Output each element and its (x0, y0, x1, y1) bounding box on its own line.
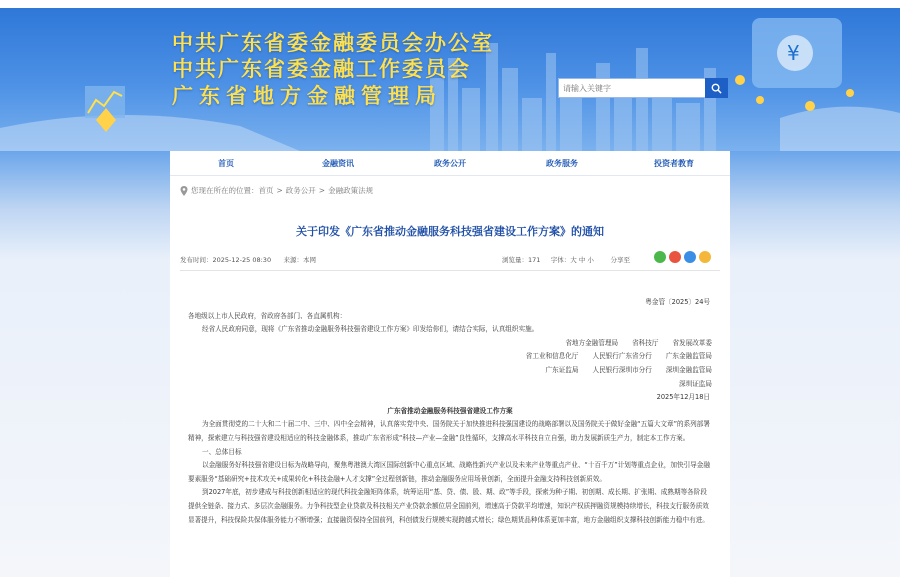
signer: 广东证监局 (545, 365, 579, 374)
signer: 广东金融监管局 (665, 352, 712, 361)
wechat-share-icon[interactable] (654, 251, 666, 263)
signer: 深圳金融监管局 (665, 365, 712, 374)
nav-government-affairs[interactable]: 政务公开 (434, 158, 466, 168)
signer-row (188, 378, 712, 392)
plan-title: 广东省推动金融服务科技强省建设工作方案 (387, 406, 513, 415)
view-count: 浏览量：171 (502, 256, 541, 264)
addressee: 各地级以上市人民政府，省政府各部门、各直属机构： (188, 311, 347, 320)
nav-investor-education[interactable]: 投资者教育 (654, 158, 694, 168)
document-number: 粤金管〔2025〕24号 (645, 298, 710, 306)
share-buttons (654, 251, 711, 263)
header-banner (0, 8, 900, 151)
signer: 人民银行深圳市分行 (592, 365, 652, 374)
nav-home[interactable]: 首页 (218, 158, 234, 168)
meta-divider (180, 270, 720, 271)
article-meta (180, 255, 316, 264)
search-icon (711, 83, 722, 94)
signer-row (188, 337, 712, 351)
article-tools (502, 255, 630, 264)
font-size-control[interactable]: 字体：大 中 小 (550, 256, 594, 264)
search-button[interactable] (705, 78, 728, 98)
favorite-star-icon[interactable] (699, 251, 711, 263)
breadcrumb-government-affairs[interactable]: 政务公开 (285, 186, 316, 195)
header-title-line-3: 广东省地方金融管理局 (172, 84, 442, 108)
body-paragraph: 为全面贯彻党的二十大和二十届二中、三中、四中全会精神，认真落实党中央、国务院关于加快推进科技强国建设的战略部署以及国务院关于做好金融“五篇大文章”的系列部署精神，探索建立与科技强省建设相适应的科技金融体系，推动广东省形成“科技—产业—金融”良性循环，支撑高水平科技自立自强，助力发展新质生产力，制定本工作方案。 (188, 420, 710, 442)
nav-financial-news[interactable]: 金融资讯 (322, 158, 354, 168)
signer: 省科技厅 (632, 338, 659, 347)
signer: 省发展改革委 (672, 338, 712, 347)
header-title-line-2: 中共广东省委金融工作委员会 (172, 57, 471, 81)
search-bar (558, 78, 728, 98)
breadcrumb-home[interactable]: 您现在所在的位置：首页 (191, 186, 274, 195)
publish-time: 发布时间：2025-12-25 08:30 (180, 256, 272, 264)
body-paragraph: 以金融服务好科技强省建设目标为战略导向，聚焦粤港澳大湾区国际创新中心重点区域、战略性新兴产业以及未来产业等重点产业、“十百千万”计划等重点企业，加快引导金融要素服务“基础研究+技术攻关+成果转化+科技金融+人才支撑”全过程创新链，推动金融服务应用场景创新，全面提升金融支持科技创新质效。 (188, 461, 710, 483)
article-title: 关于印发《广东省推动金融服务科技强省建设工作方案》的通知 (296, 225, 604, 238)
breadcrumb-separator: > (276, 186, 283, 195)
section-heading: 一、总体目标 (202, 447, 242, 456)
article-body (188, 296, 712, 527)
nav-government-services[interactable]: 政务服务 (546, 158, 578, 168)
signer-row (188, 350, 712, 364)
article-source: 来源：本网 (283, 256, 316, 264)
breadcrumb-policy[interactable]: 金融政策法规 (328, 186, 374, 195)
breadcrumb (180, 185, 373, 196)
signer: 省工业和信息化厅 (525, 352, 579, 361)
signer: 省地方金融管理局 (565, 338, 619, 347)
search-input[interactable] (558, 78, 705, 98)
breadcrumb-separator: > (318, 186, 326, 195)
document-date: 2025年12月18日 (656, 393, 710, 402)
window-top-edge (0, 0, 900, 8)
intro-paragraph: 经省人民政府同意，现将《广东省推动金融服务科技强省建设工作方案》印发给你们，请结合实际，认真组织实施。 (202, 325, 539, 334)
share-label: 分享至 (610, 256, 630, 264)
location-pin-icon (180, 186, 188, 196)
signer: 人民银行广东省分行 (592, 352, 652, 361)
signer-row (188, 364, 712, 378)
body-paragraph: 到2027年底，初步建成与科技创新相适应的现代科技金融矩阵体系，统筹运用“基、贷、债、股、期、政”等手段，探索为种子期、初创期、成长期、扩张期、成熟期等各阶段提供全链条、接力式、多层次金融服务。力争科技型企业贷款及科技相关产业贷款余额位居全国前列，增速高于贷款平均增速，知识产权质押融资规模持续增长，科技支行服务质效显著提升，科技保险共保体服务能力不断增强；直接融资保持全国前列，科创债发行规模实现跨越式增长；绿色期货品种体系更加丰富，地方金融组织支撑科技创新能力稳中有进。 (188, 488, 709, 524)
header-title-line-1: 中共广东省委金融委员会办公室 (172, 31, 494, 55)
main-nav (170, 151, 730, 176)
signer: 深圳证监局 (679, 379, 712, 388)
weibo-share-icon[interactable] (669, 251, 681, 263)
qq-share-icon[interactable] (684, 251, 696, 263)
article-card (170, 151, 730, 577)
svg-text:¥: ¥ (787, 41, 800, 65)
